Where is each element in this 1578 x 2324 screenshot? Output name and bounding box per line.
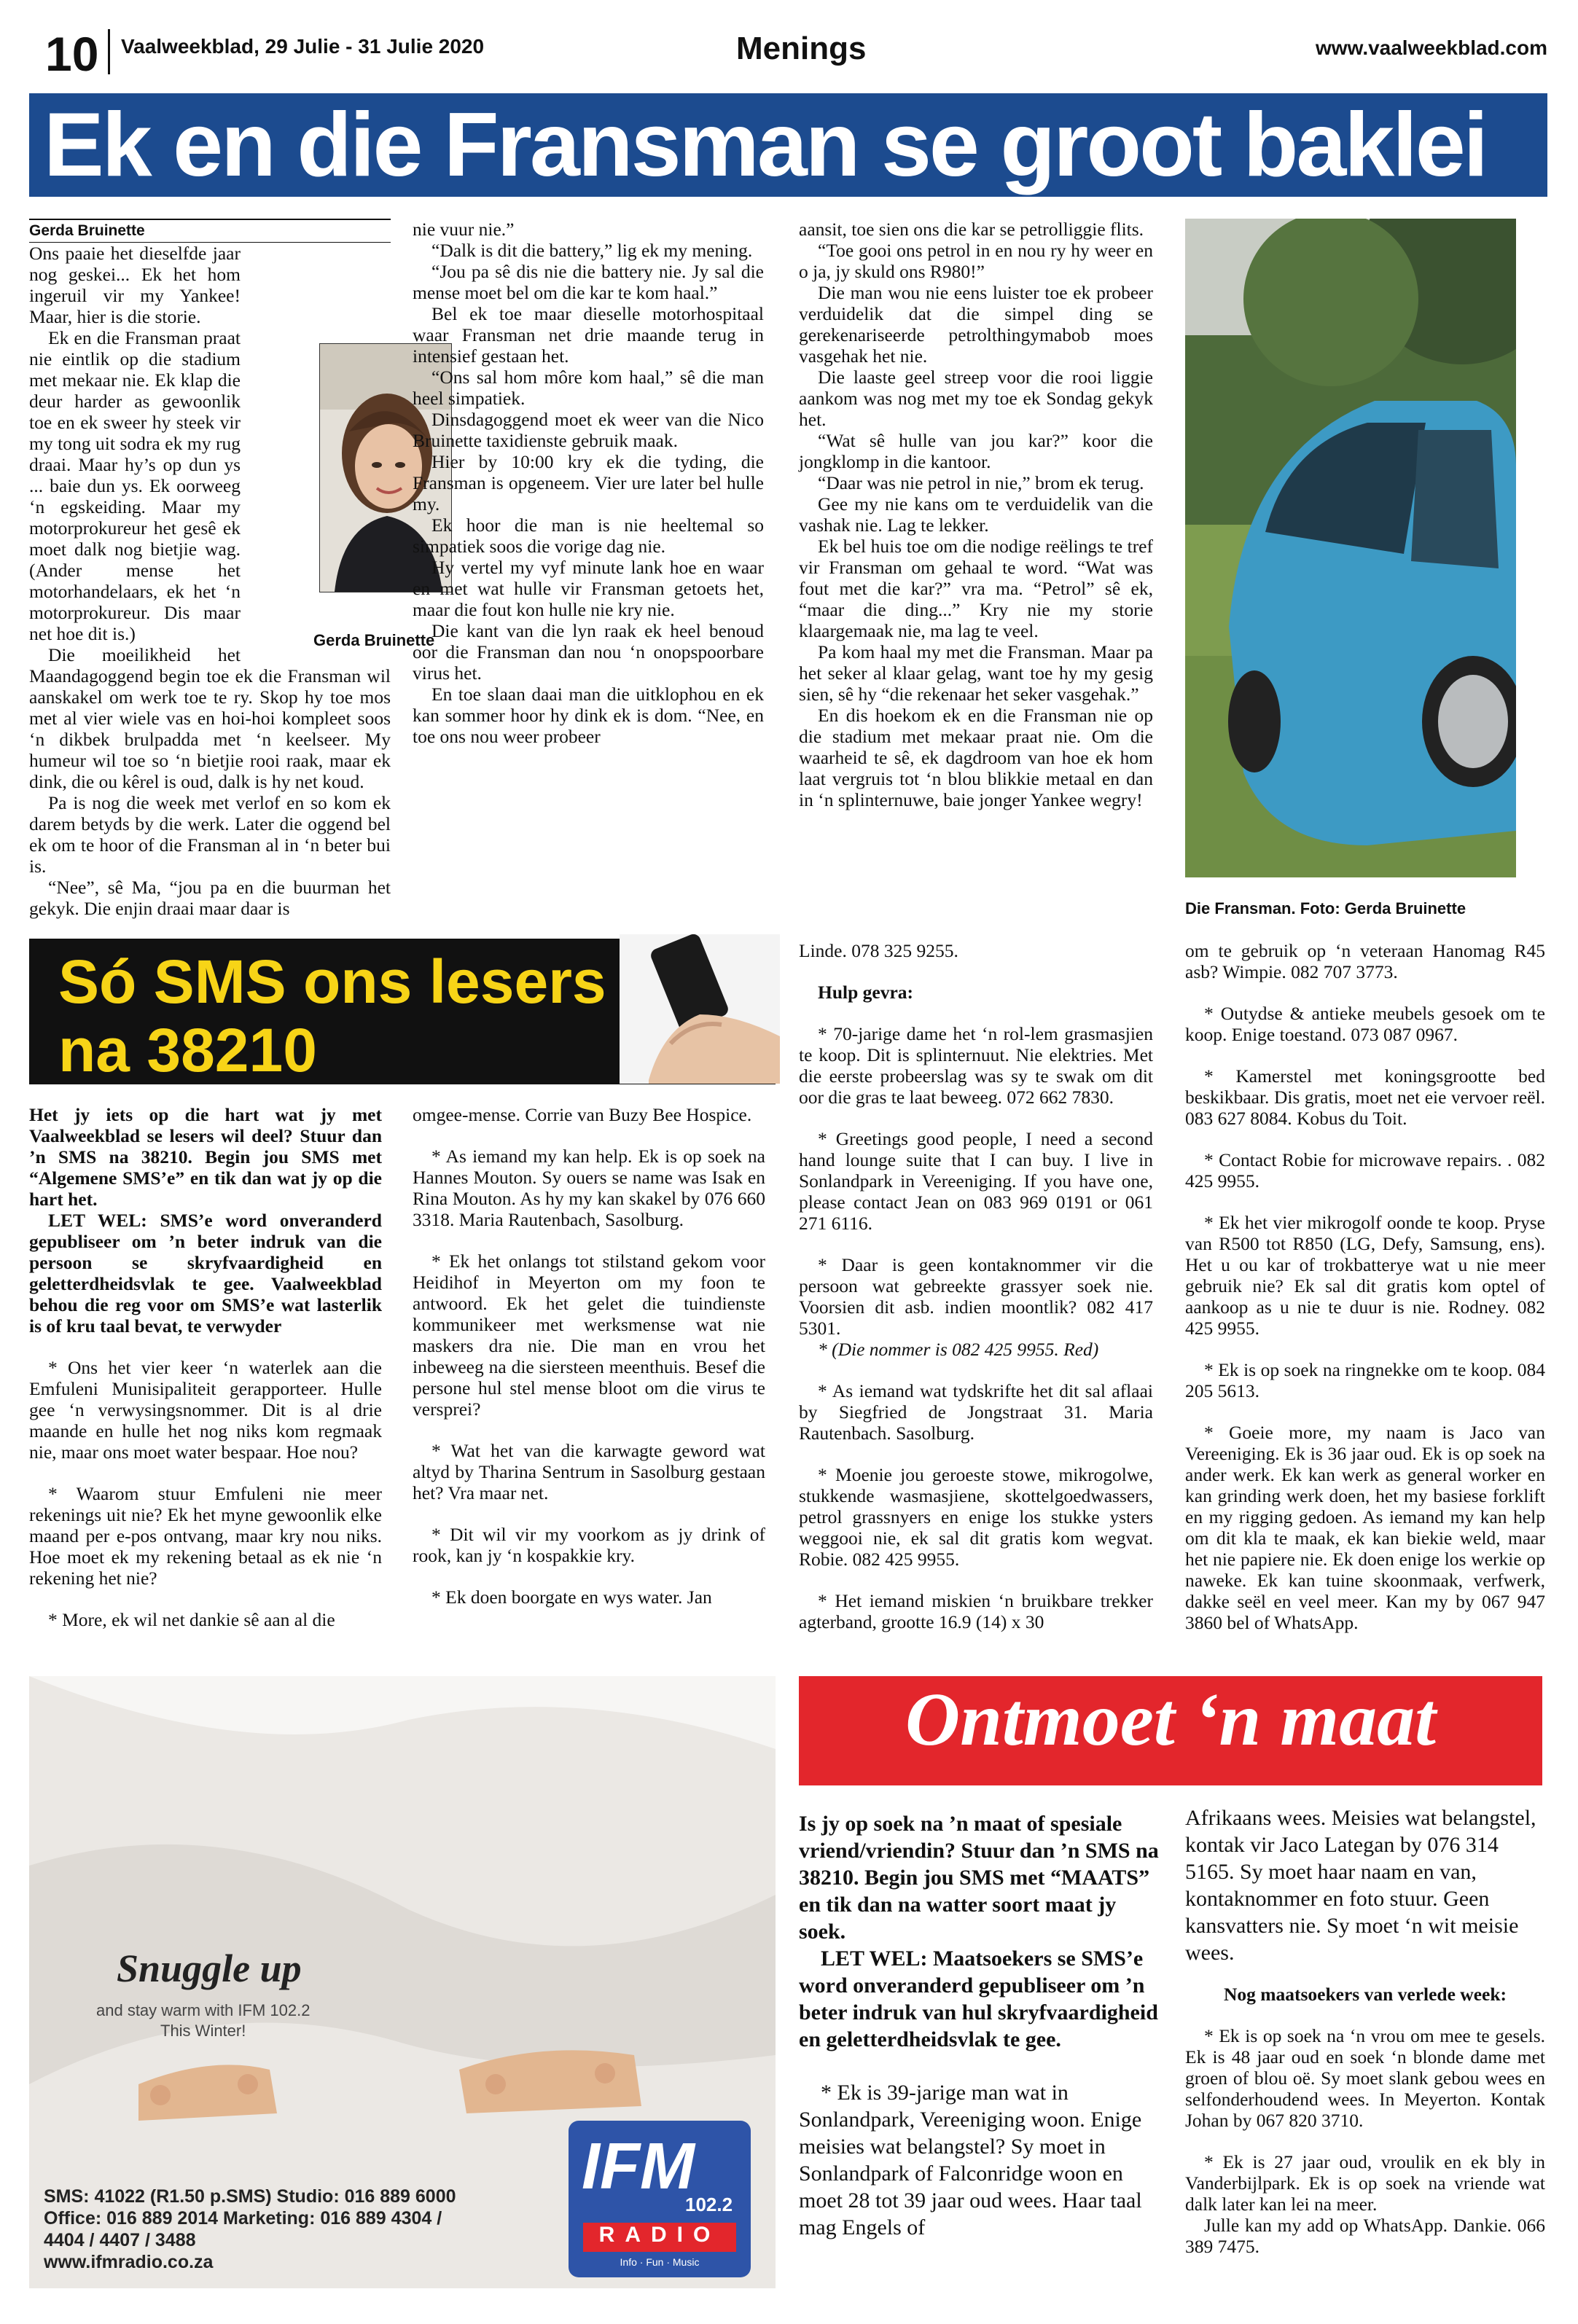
ifm-logo-slogan: Info · Fun · Music <box>620 2256 700 2268</box>
article-paragraph: Die man wou nie eens luister toe ek probeer verduidelik dat die simpel ding se gerekenariseerde petrolthingymabob moes vasgehak het nie. <box>799 282 1153 367</box>
ifm-logo-radio: RADIO <box>583 2223 736 2252</box>
publication-date: Vaalweekblad, 29 Julie - 31 Julie 2020 <box>121 35 485 58</box>
article-paragraph: “Ons sal hom môre kom haal,” sê die man heel simpatiek. <box>413 367 764 409</box>
sms-message: Linde. 078 325 9255. <box>799 940 958 961</box>
website-link[interactable]: www.vaalweekblad.com <box>1316 36 1547 59</box>
article-column-2 <box>413 219 764 918</box>
article-paragraph: “Dalk is dit die battery,” lig ek my mening. <box>431 240 753 261</box>
article-paragraph: Pa is nog die week met verlof en so kom ek darem betyds by die werk. Later die oggend bel ek om te hoor of die Fransman al in ‘n beter bui is. <box>29 792 391 877</box>
help-wanted-heading: Hulp gevra: <box>818 982 914 1003</box>
article-paragraph: Hy vertel my vyf minute lank hoe en waar en met wat hulle vir Fransman getoets het, maar die fout kon hulle nie kry nie. <box>413 557 764 620</box>
article-headline: Ek en die Fransman se groot baklei <box>44 95 1487 195</box>
sms-message: om te gebruik op ‘n veteraan Hanomag R45 asb? Wimpie. 082 707 3773. <box>1185 940 1545 982</box>
article-paragraph: Die laaste geel streep voor die rooi liggie aankom was nog met my toe ek Sondag gekyk het. <box>799 367 1153 430</box>
section-title: Menings <box>736 31 867 66</box>
advert-tagline: This Winter! <box>160 2022 246 2040</box>
article-paragraph: Ek hoor die man is nie heeltemal so simpatiek soos die vorige dag nie. <box>413 515 764 557</box>
page-number: 10 <box>45 27 99 81</box>
sms-column-3 <box>799 940 1153 1653</box>
sms-column-1 <box>29 1104 382 1651</box>
advert-headline: Snuggle up <box>117 1947 302 1990</box>
ifm-logo-text: IFM <box>582 2130 695 2203</box>
sms-message: * As iemand my kan help. Ek is op soek na Hannes Mouton. Sy ouers se name was Isak en Rina Mouton. As hy my kan skakel by 076 660 3318. Maria Rautenbach, Sasolburg. <box>413 1146 765 1230</box>
sms-banner-line-1: Só SMS ons lesers <box>58 947 606 1016</box>
author-photo-caption: Gerda Bruinette <box>313 631 435 649</box>
sms-message: * Greetings good people, I need a second hand lounge suite that I can buy. I live in Sonlandpark in Vereeniging. If you have one, please contact Jean on 083 969 0191 or 061 271 6116. <box>799 1128 1153 1234</box>
sms-message: * As iemand wat tydskrifte het dit sal aflaai by Siegfried de Jongstraat 31. Maria Rautenbach. Sasolburg. <box>799 1380 1153 1444</box>
article-paragraph: Bel ek toe maar dieselle motorhospitaal waar Fransman net drie maande terug in intensief gestaan het. <box>413 303 764 367</box>
sms-message: * Ek is op soek na ringnekke om te koop. 084 205 5613. <box>1185 1359 1545 1401</box>
article-paragraph: “Jou pa sê dis nie die battery nie. Jy sal die mense moet bel om die kar te kom haal.” <box>413 261 764 303</box>
maat-entry: Julle kan my add op WhatsApp. Dankie. 066 389 7475. <box>1185 2215 1545 2257</box>
car-photo-caption: Die Fransman. Foto: Gerda Bruinette <box>1185 899 1466 918</box>
sms-message: * Outydse & antieke meubels gesoek om te koop. Enige toestand. 073 087 0967. <box>1185 1003 1545 1045</box>
ifm-advert[interactable] <box>29 1676 776 2288</box>
phone-icon <box>620 934 780 1084</box>
maat-column-1 <box>799 1810 1159 2241</box>
sms-intro: Het jy iets op die hart wat jy met Vaalweekblad se lesers wil deel? Stuur dan ’n SMS na 38210. Begin jou SMS met “Algemene SMS’e” en tik dan wat jy op die hart het. <box>29 1104 382 1210</box>
sms-column-2 <box>413 1104 765 1628</box>
article-column-3 <box>799 219 1153 918</box>
article-paragraph: Hier by 10:00 kry ek die tyding, die Fransman is opgeneem. Vier ure later bel hulle my. <box>413 451 764 515</box>
byline: Gerda Bruinette <box>29 219 391 243</box>
article-paragraph: “Daar was nie petrol in nie,” brom ek terug. <box>818 472 1144 493</box>
article-paragraph: Die kant van die lyn raak ek heel benoud oor die Fransman dan nou ‘n onopspoorbare virus het. <box>413 620 764 684</box>
sms-message: * Dit wil vir my voorkom as jy drink of rook, kan jy ‘n kospakkie kry. <box>413 1524 765 1566</box>
maat-entry: * Ek is 39-jarige man wat in Sonlandpark, Vereeniging woon. Enige meisies wat belangstel? Sy moet in Sonlandpark of Falconridge woon en moet 28 tot 39 jaar oud wees. Haar taal mag Engels of <box>799 2081 1142 2239</box>
masthead-divider <box>108 29 110 74</box>
article-paragraph: En dis hoekom ek en die Fransman nie op die stadium met mekaar praat nie. Om die waarheid te sê, ek dagdroom van hoe ek hom laat vergruis tot ‘n blou blikkie metaal en dan in ‘n splinternuwe, baie jonger Yankee wegry! <box>799 705 1153 810</box>
maat-entry: * Ek is 27 jaar oud, vroulik en ek bly in Vanderbijlpark. Ek is op soek na vriende wat dalk later kan lei na meer. <box>1185 2151 1545 2215</box>
article-paragraph: “Toe gooi ons petrol in en nou ry hy weer en o ja, jy skuld ons R980!” <box>799 240 1153 282</box>
maat-banner-title: Ontmoet ‘n maat <box>905 1678 1437 1761</box>
sms-message: omgee-mense. Corrie van Buzy Bee Hospice. <box>413 1104 752 1125</box>
article-paragraph: Pa kom haal my met die Fransman. Maar pa het seker al klaar gelag, want toe hy my gesig sien, sê hy “die rekenaar het seker vasgehak.” <box>799 641 1153 705</box>
sms-message: * Daar is geen kontaknommer vir die persoon wat gebreekte grassyer soek nie. Voorsien dit asb. indien moontlik? 082 417 5301. <box>799 1254 1153 1339</box>
maat-entry: Afrikaans wees. Meisies wat belangstel, kontak vir Jaco Lategan by 076 314 5165. Sy moet haar naam en van, kontaknommer en foto stuur. Geen kansvatters nie. Sy moet ‘n wit meisie wees. <box>1185 1806 1536 1965</box>
sms-message: * Ek doen boorgate en wys water. Jan <box>431 1586 712 1608</box>
sms-message: * More, ek wil net dankie sê aan al die <box>48 1609 335 1630</box>
article-paragraph: “Wat sê hulle van jou kar?” koor die jongklomp in die kantoor. <box>799 430 1153 472</box>
maat-column-2 <box>1185 1804 1545 2277</box>
advert-contact: 4404 / 4407 / 3488 <box>44 2230 196 2250</box>
article-paragraph: aansit, toe sien ons die kar se petrolliggie flits. <box>799 219 1144 240</box>
article-paragraph: nie vuur nie.” <box>413 219 515 240</box>
article-paragraph: Ons paaie het dieselfde jaar nog geskei... Ek het hom ingeruil vir my Yankee! Maar, hier is die storie. <box>29 243 241 327</box>
advert-contact: Office: 016 889 2014 Marketing: 016 889 4304 / <box>44 2208 442 2229</box>
editor-note: * (Die nommer is 082 425 9955. Red) <box>818 1339 1099 1360</box>
article-paragraph: Ek bel huis toe om die nodige reëlings te tref vir Fransman om gehaal te word. “Wat was fout met die kar?” vra ma. “Petrol” sê ek, “maar die ding...” Kry nie my storie klaargemaak nie, ma lag te veel. <box>799 536 1153 641</box>
article-paragraph: Die moeilikheid het Maandagoggend begin toe ek die Fransman wil aanskakel om werk toe te ry. Skop hy toe mos met al vier wiele vas en hoi-hoi kompleet soos ‘n dikbek brulpadda met ‘n keelseer. My humeur wil toe so ‘n bietjie rooi raak, maar ek dink, die ou kêrel is oud, dalk is hy net koud. <box>29 644 391 792</box>
advert-tagline: and stay warm with IFM 102.2 <box>96 2001 310 2019</box>
sms-message: * Ek het vier mikrogolf oonde te koop. Pryse van R500 tot R850 (LG, Defy, Samsung, ens). Het u ou kar of trokbatterye wat u nie meer gebruik nie? Ek sal dit gratis kom optel of aankoop as u nie te duur is nie. Rodney. 082 425 9955. <box>1185 1212 1545 1339</box>
sms-message: * Contact Robie for microwave repairs. . 082 425 9955. <box>1185 1149 1545 1192</box>
sms-disclaimer: LET WEL: SMS’e word onveranderd gepubliseer om ’n beter indruk van die persoon se skryfvaardigheid en geletterdheidsvlak te gee. Vaalweekblad behou die reg voor om SMS’e wat lasterlik is of kru taal bevat, te verwyder <box>29 1210 382 1337</box>
ifm-radio-logo <box>569 2121 751 2277</box>
ifm-logo-frequency: 102.2 <box>685 2194 733 2215</box>
advert-website[interactable]: www.ifmradio.co.za <box>44 2252 214 2272</box>
sms-message: * Het iemand miskien ‘n bruikbare trekker agterband, grootte 16.9 (14) x 30 <box>799 1590 1153 1632</box>
sms-banner-title <box>58 947 606 1084</box>
sms-message: * Kamerstel met koningsgrootte bed beskikbaar. Dis gratis, moet net eie vervoer reël. 083 627 8084. Kobus du Toit. <box>1185 1065 1545 1129</box>
sms-message: * Wat het van die karwagte geword wat altyd by Tharina Sentrum in Sasolburg gestaan het? Vra maar net. <box>413 1440 765 1503</box>
article-paragraph: En toe slaan daai man die uitklophou en ek kan sommer hoor hy dink ek is dom. “Nee, en toe ons nou weer probeer <box>413 684 764 747</box>
car-photo <box>1185 219 1516 877</box>
maat-entry: * Ek is op soek na ‘n vrou om mee te gesels. Ek is 48 jaar oud en soek ‘n blonde dame met groen of blou oë. Sy moet slank gebou wees en selfonderhoudend wees. In Meyerton. Kontak Johan by 067 820 3710. <box>1185 2025 1545 2131</box>
sms-message: * Goeie more, my naam is Jaco van Vereeniging. Ek is 36 jaar oud. Ek is op soek na ander werk. Ek kan werk as general worker en kan grinding werk doen, het my basiese forklift en my rigging gedoen. As iemand my kan help om dit kla te maak, ek kan biekie weld, maar het nie papiere nie. Ek doen enige los werkie op naweke. Ek kan tuine skoonmaak, verfwerk, dakke seël en veel meer. Kan my by 067 947 3860 bel of WhatsApp. <box>1185 1422 1545 1633</box>
article-paragraph: “Nee”, sê Ma, “jou pa en die buurman het gekyk. Die enjin draai maar daar is <box>29 877 391 919</box>
sms-message: * Moenie jou geroeste stowe, mikrogolwe, stukkende wasmasjiene, skottelgoedwassers, petrol grassnyers en enige los stukke ysters weggooi nie, ek sal dit gratis kom wegvat. Robie. 082 425 9955. <box>799 1464 1153 1570</box>
sms-message: * Ek het onlangs tot stilstand gekom voor Heidihof in Meyerton om my foon te antwoord. Ek het gelet die tuindienste kommunikeer met werksmense wat nie maskers dra nie. Die man en vrou het inbeweeg na die siersteen meenthuis. Besef die persone hul stel mense bloot om die virus te versprei? <box>413 1251 765 1420</box>
sms-message: * 70-jarige dame het ‘n rol-lem grasmasjien te koop. Dit is splinternuut. Nie elektries. Met die eerste probeerslag was sy te swak om dit oor die gras te laat beweeg. 072 662 7830. <box>799 1023 1153 1108</box>
article-paragraph: Ek en die Fransman praat nie eintlik op die stadium met mekaar nie. Ek klap die deur harder as gewoonlik toe en ek sweer hy steek vir my tong uit sodra ek my rug draai. Maar hy’s op dun ys ... baie dun ys. Ek oorweeg ‘n egskeiding. Maar my motorprokureur het gesê ek moet dalk nog bietjie wag. (Ander mense het motorhandelaars, ek het ‘n motorprokureur. Dis maar net hoe dit is.) <box>29 327 241 644</box>
article-paragraph: Dinsdagoggend moet ek weer van die Nico Bruinette taxidienste gebruik maak. <box>413 409 764 451</box>
maat-intro: Is jy op soek na ’n maat of spesiale vriend/vriendin? Stuur dan ’n SMS na 38210. Begin jou SMS met “MAATS” en tik dan na watter soort maat jy soek. <box>799 1812 1159 1944</box>
article-paragraph: Gee my nie kans om te verduidelik van die vashak nie. Lag te lekker. <box>799 493 1153 536</box>
sms-banner-line-2: na 38210 <box>58 1016 317 1084</box>
sms-message: * Ons het vier keer ‘n waterlek aan die Emfuleni Munisipaliteit gerapporteer. Hulle gee ‘n verwysingsnommer. Dit is al drie maande en hulle het nog niks kom regmaak nie, maar ons moet water bespaar. Hoe nou? <box>29 1357 382 1463</box>
sms-column-4 <box>1185 940 1545 1654</box>
maat-previous-heading: Nog maatsoekers van verlede week: <box>1223 1984 1507 2005</box>
maat-disclaimer: LET WEL: Maatsoekers se SMS’e word onveranderd gepubliseer om ’n beter indruk van hul skryfvaardigheid en geletterdheidsvlak te gee. <box>799 1947 1158 2051</box>
advert-contact: SMS: 41022 (R1.50 p.SMS) Studio: 016 889 6000 <box>44 2186 456 2207</box>
sms-message: * Waarom stuur Emfuleni nie meer rekenings uit nie? Ek het myne gewoonlik elke maand per e-pos ontvang, maar kry nou niks. Hoe moet ek my rekening betaal as ek nie ‘n rekening het nie? <box>29 1483 382 1589</box>
